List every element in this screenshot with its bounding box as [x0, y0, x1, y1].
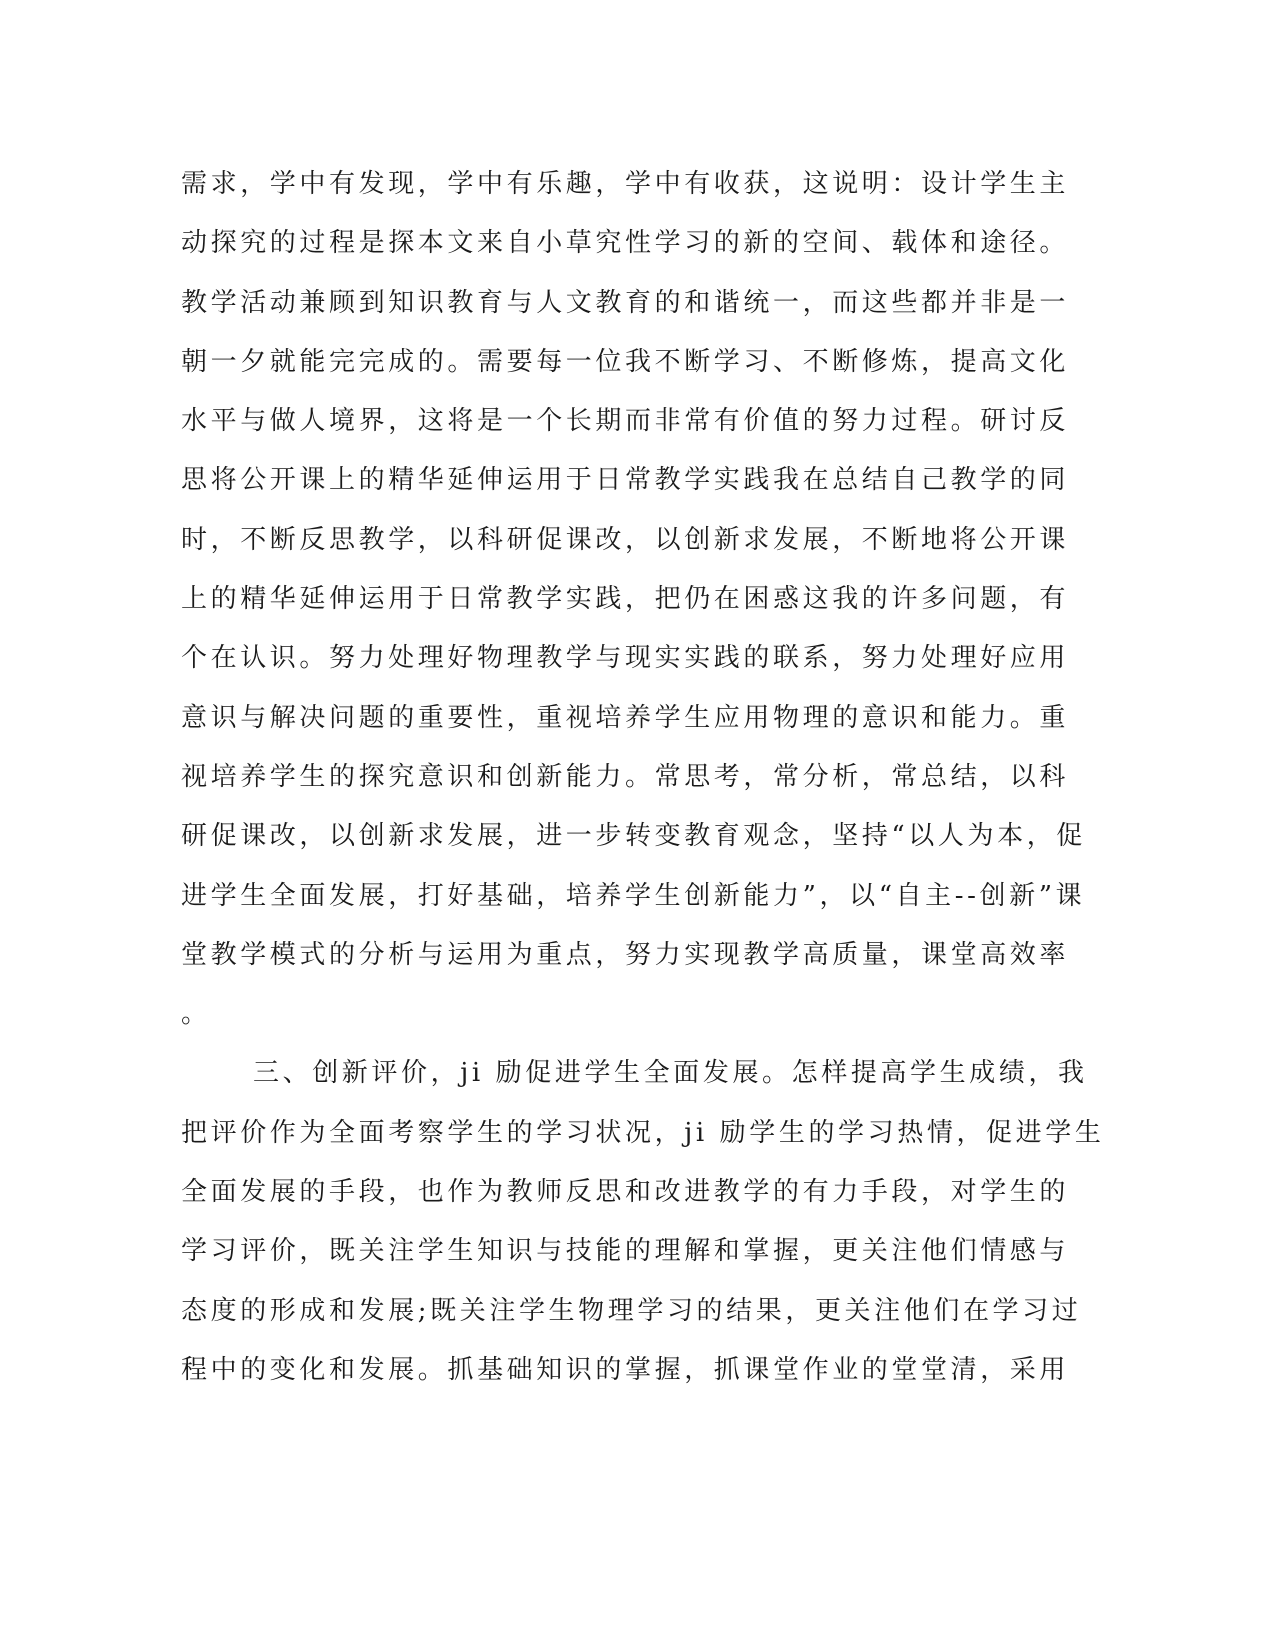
text-line: 思将公开课上的精华延伸运用于日常教学实践我在总结自己教学的同: [181, 465, 1070, 496]
text-line: 朝一夕就能完完成的。需要每一位我不断学习、不断修炼，提高文化: [181, 346, 1070, 377]
text-line: 态度的形成和发展;既关注学生物理学习的结果，更关注他们在学习过: [181, 1295, 1082, 1326]
text-line: 把评价作为全面考察学生的学习状况，ji 励学生的学习热情，促进学生: [181, 1117, 1105, 1148]
text-line: 需求，学中有发现，学中有乐趣，学中有收获，这说明：设计学生主: [181, 169, 1070, 199]
body-text: [181, 155, 1105, 1400]
text-line: 意识与解决问题的重要性，重视培养学生应用物理的意识和能力。重: [181, 702, 1070, 733]
text-line: 研促课改，以创新求发展，进一步转变教育观念，坚持“以人为本，促: [181, 821, 1086, 852]
text-line: 全面发展的手段，也作为教师反思和改进教学的有力手段，对学生的: [181, 1177, 1070, 1208]
text-line: 堂教学模式的分析与运用为重点，努力实现教学高质量，课堂高效率: [181, 939, 1070, 970]
text-line: 。: [181, 999, 211, 1030]
text-line: 动探究的过程是探本文来自小草究性学习的新的空间、载体和途径。: [181, 228, 1070, 259]
text-line: 学习评价，既关注学生知识与技能的理解和掌握，更关注他们情感与: [181, 1236, 1070, 1267]
text-line: 水平与做人境界，这将是一个长期而非常有价值的努力过程。研讨反: [181, 406, 1070, 437]
text-line: 教学活动兼顾到知识教育与人文教育的和谐统一，而这些都并非是一: [181, 287, 1070, 318]
section-heading-line: 三、创新评价，ji 励促进学生全面发展。怎样提高学生成绩，我: [253, 1058, 1088, 1089]
text-line: 时，不断反思教学，以科研促课改，以创新求发展，不断地将公开课: [181, 524, 1070, 555]
text-line: 上的精华延伸运用于日常教学实践，把仍在困惑这我的许多问题，有: [181, 584, 1070, 615]
text-line: 程中的变化和发展。抓基础知识的掌握，抓课堂作业的堂堂清，采用: [181, 1354, 1070, 1385]
text-line: 视培养学生的探究意识和创新能力。常思考，常分析，常总结，以科: [181, 761, 1070, 792]
text-line: 个在认识。努力处理好物理教学与现实实践的联系，努力处理好应用: [181, 643, 1070, 674]
text-line: 进学生全面发展，打好基础，培养学生创新能力”，以“自主--创新”课: [181, 880, 1086, 911]
